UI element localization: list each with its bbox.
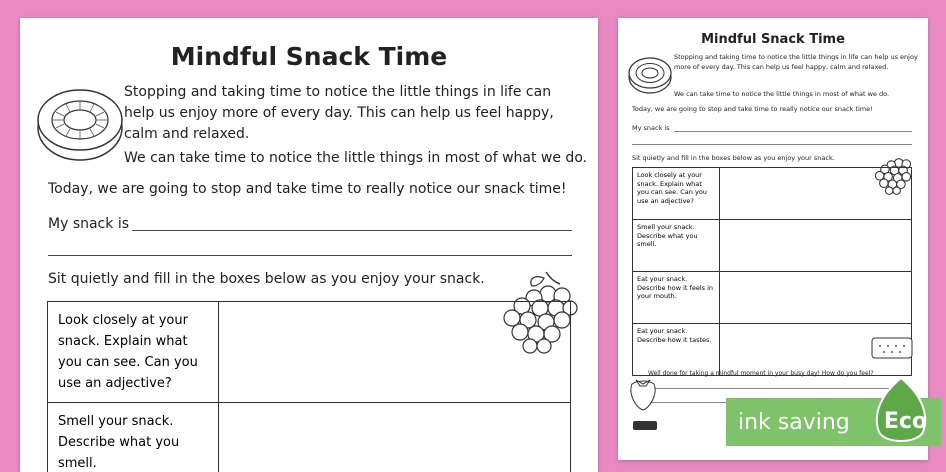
snack-label: My snack is [632, 124, 670, 132]
row-prompt-look: Look closely at your snack. Explain what you can see. Can you use an adjective? [48, 302, 219, 403]
intro-paragraph: Stopping and taking time to notice the little things in life can help us enjoy more of every day. This can help us feel happy, calm and relaxed. [674, 53, 918, 71]
closing-sentence: Well done for taking a mindful moment in your busy day! How do you feel? [648, 370, 874, 377]
intro-paragraph: Stopping and taking time to notice the little things in life can help us enjoy more of every day. This can help us feel happy, calm and relaxed. [124, 84, 554, 142]
today-sentence: Today, we are going to stop and take time to really notice our snack time! [632, 105, 873, 113]
instruction-sentence: Sit quietly and fill in the boxes below as you enjoy your snack. [632, 154, 835, 162]
eco-label: Eco [883, 409, 927, 434]
answer-box-look[interactable] [720, 168, 912, 220]
answer-box-smell[interactable] [720, 220, 912, 272]
today-sentence: Today, we are going to stop and take time to really notice our snack time! [48, 181, 567, 197]
notice-sentence: We can take time to notice the little things in most of what we do. [674, 90, 890, 98]
ink-saving-label: ink saving [738, 409, 850, 435]
snack-answer-line-1 [132, 230, 572, 231]
instruction-sentence: Sit quietly and fill in the boxes below as you enjoy your snack. [48, 271, 485, 287]
row-prompt-taste: Eat your snack. Describe how it tastes. [633, 324, 720, 376]
biscuit-illustration [34, 82, 126, 166]
snack-answer-line-2 [632, 144, 912, 145]
snack-label: My snack is [48, 216, 129, 232]
cracker-illustration [870, 334, 914, 360]
table-row [48, 302, 571, 403]
row-prompt-smell: Smell your snack. Describe what you smell. [633, 220, 720, 272]
row-prompt-feel: Eat your snack. Describe how it feels in your mouth. [633, 272, 720, 324]
row-prompt-look: Look closely at your snack. Explain what you can see. Can you use an adjective? [633, 168, 720, 220]
table-row [48, 403, 571, 472]
snack-answer-line-1 [674, 131, 912, 132]
table-row [633, 272, 912, 324]
strawberry-illustration [626, 372, 660, 412]
page-title: Mindful Snack Time [701, 32, 845, 47]
publisher-logo-icon [632, 418, 658, 432]
snack-observation-table [47, 301, 571, 472]
answer-box-feel[interactable] [720, 272, 912, 324]
answer-box-look[interactable] [219, 302, 571, 403]
ink-saving-badge [726, 398, 941, 446]
snack-answer-line-2 [48, 255, 572, 256]
worksheet-page-large [20, 18, 598, 472]
biscuit-illustration [626, 54, 674, 96]
table-row [633, 168, 912, 220]
answer-box-smell[interactable] [219, 403, 571, 472]
table-row [633, 220, 912, 272]
page-title: Mindful Snack Time [170, 42, 448, 71]
row-prompt-smell: Smell your snack. Describe what you smell. [48, 403, 219, 472]
notice-sentence: We can take time to notice the little things in most of what we do. [124, 150, 588, 166]
